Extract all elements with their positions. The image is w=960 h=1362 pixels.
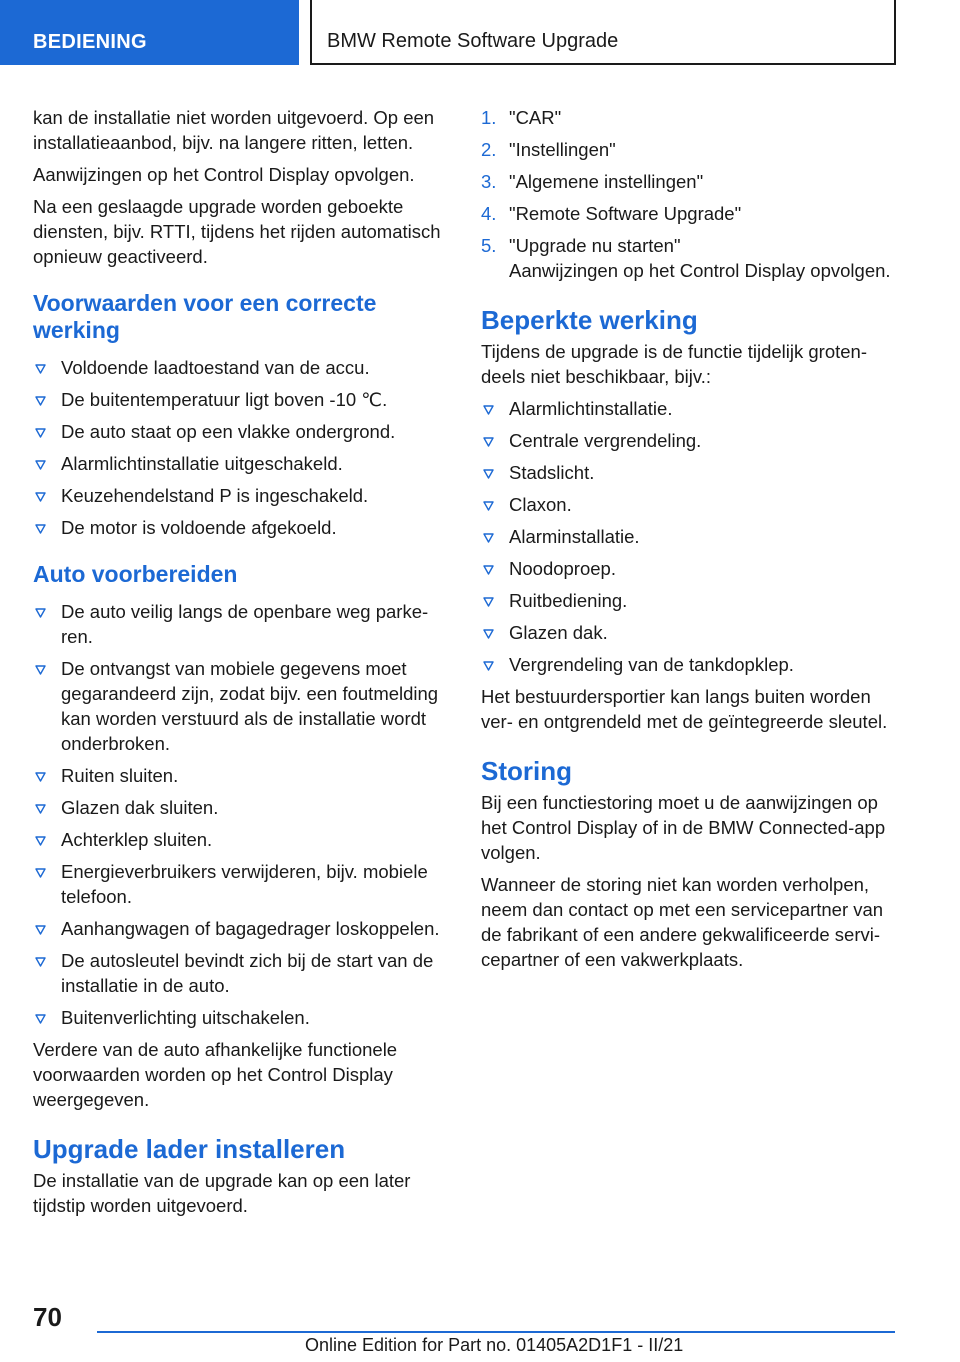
limited-heading: Beperkte werking — [481, 305, 698, 335]
requirements-heading: Voorwaarden voor een correcte werking — [33, 290, 377, 343]
requirements-list — [33, 355, 451, 540]
chapter-title: BMW Remote Software Upgrade — [327, 30, 619, 52]
triangle-bullet-icon — [35, 827, 49, 852]
list-item — [33, 763, 451, 788]
section-tab — [0, 0, 299, 65]
list-item-text: De buitentemperatuur ligt boven -10 ℃. — [61, 389, 388, 410]
step-item — [481, 233, 901, 258]
triangle-bullet-icon — [35, 795, 49, 820]
list-item-text: Alarmlichtinstallatie uitgeschakeld. — [61, 453, 343, 474]
step-text: "CAR" — [509, 107, 562, 128]
steps-list — [481, 105, 901, 283]
triangle-bullet-icon — [35, 387, 49, 412]
list-item — [33, 451, 451, 476]
limited-intro: Tijdens de upgrade is de functie tijdelijk grotendeels niet beschikbaar, bijv.: — [481, 341, 867, 387]
list-item-text: Ruiten sluiten. — [61, 765, 179, 786]
list-item-text: De auto staat op een vlakke ondergrond. — [61, 421, 396, 442]
triangle-bullet-icon — [483, 524, 497, 549]
triangle-bullet-icon — [483, 396, 497, 421]
intro-paragraph: Aanwijzingen op het Control Display opvolgen. — [33, 164, 415, 185]
list-item-text: Glazen dak. — [509, 622, 608, 643]
triangle-bullet-icon — [483, 492, 497, 517]
intro-paragraph: kan de installatie niet worden uitgevoerd. Op een installatieaanbod, bijv. na langere ritten, letten. — [33, 107, 435, 153]
list-item — [33, 827, 451, 852]
list-item-text: Energieverbruikers verwijderen, bijv. mobiele telefoon. — [61, 861, 428, 907]
list-item — [33, 483, 451, 508]
section-label: BEDIENING — [33, 31, 147, 53]
list-item-text: De ontvangst van mobiele gegevens moet gegarandeerd zijn, zodat bijv. een foutmelding kan worden verstuurd als de installatie wordt onderbroken. — [61, 658, 439, 754]
list-item-text: Glazen dak sluiten. — [61, 797, 219, 818]
list-item-text: De autosleutel bevindt zich bij de start van de installatie in de auto. — [61, 950, 434, 996]
step-item — [481, 105, 901, 130]
list-item — [33, 387, 451, 412]
step-text: "Instellingen" — [509, 139, 616, 160]
right-column — [481, 105, 901, 979]
list-item — [33, 795, 451, 820]
list-item — [33, 916, 451, 941]
prepare-list — [33, 599, 451, 1030]
list-item-text: Achterklep sluiten. — [61, 829, 213, 850]
install-heading: Upgrade lader installeren — [33, 1134, 346, 1164]
list-item — [33, 355, 451, 380]
list-item-text: Claxon. — [509, 494, 572, 515]
triangle-bullet-icon — [483, 620, 497, 645]
step-item — [481, 137, 901, 162]
list-item-text: Aanhangwagen of bagagedrager loskoppelen. — [61, 918, 440, 939]
triangle-bullet-icon — [35, 515, 49, 540]
triangle-bullet-icon — [35, 599, 49, 624]
list-item — [33, 1005, 451, 1030]
triangle-bullet-icon — [35, 483, 49, 508]
left-column — [33, 105, 451, 1225]
prepare-note: Verdere van de auto afhankelijke functionele voorwaarden worden op het Control Display weergegeven. — [33, 1039, 398, 1110]
list-item — [33, 859, 451, 909]
list-item — [481, 396, 901, 421]
step-text: "Remote Software Upgrade" — [509, 203, 742, 224]
prepare-heading: Auto voorbereiden — [33, 561, 238, 587]
list-item — [481, 428, 901, 453]
list-item — [33, 656, 451, 756]
triangle-bullet-icon — [35, 948, 49, 973]
triangle-bullet-icon — [35, 419, 49, 444]
step-text: "Upgrade nu starten" — [509, 235, 681, 256]
triangle-bullet-icon — [35, 859, 49, 884]
list-item-text: Vergrendeling van de tankdopklep. — [509, 654, 794, 675]
list-item-text: Keuzehendelstand P is ingeschakeld. — [61, 485, 369, 506]
list-item — [481, 524, 901, 549]
step-text: "Algemene instellingen" — [509, 171, 704, 192]
limited-note: Het bestuurdersportier kan langs buiten worden ver- en ontgrendeld met de geïntegreerde sleutel. — [481, 686, 888, 732]
list-item-text: Alarmlichtinstallatie. — [509, 398, 673, 419]
step-item — [481, 201, 901, 226]
triangle-bullet-icon — [483, 588, 497, 613]
list-item — [481, 460, 901, 485]
footer-divider — [97, 1331, 895, 1333]
step-item — [481, 169, 901, 194]
list-item-text: Buitenverlichting uitschakelen. — [61, 1007, 310, 1028]
triangle-bullet-icon — [483, 652, 497, 677]
intro-paragraph: Na een geslaagde upgrade worden geboekte diensten, bijv. RTTI, tijdens het rijden automatisch opnieuw geactiveerd. — [33, 196, 441, 267]
limited-list — [481, 396, 901, 677]
triangle-bullet-icon — [35, 451, 49, 476]
list-item — [481, 556, 901, 581]
step-number: 1. — [481, 107, 497, 128]
list-item-text: Noodoproep. — [509, 558, 616, 579]
triangle-bullet-icon — [35, 355, 49, 380]
list-item — [33, 948, 451, 998]
list-item-text: Voldoende laadtoestand van de accu. — [61, 357, 370, 378]
chapter-header — [310, 0, 896, 65]
page-number: 70 — [33, 1302, 62, 1332]
list-item-text: Ruitbediening. — [509, 590, 628, 611]
fault-heading: Storing — [481, 756, 572, 786]
step-number: 4. — [481, 203, 497, 224]
fault-paragraph: Bij een functiestoring moet u de aanwijzingen op het Control Display of in de BMW Connected-app volgen. — [481, 792, 886, 863]
triangle-bullet-icon — [35, 916, 49, 941]
triangle-bullet-icon — [483, 460, 497, 485]
list-item-text: Alarminstallatie. — [509, 526, 640, 547]
list-item — [481, 620, 901, 645]
step-number: 5. — [481, 235, 497, 256]
list-item-text: De motor is voldoende afgekoeld. — [61, 517, 337, 538]
triangle-bullet-icon — [483, 556, 497, 581]
list-item-text: De auto veilig langs de openbare weg parkeren. — [61, 601, 429, 647]
fault-paragraph: Wanneer de storing niet kan worden verholpen, neem dan contact op met een servicepartner van de fabrikant of een andere gekwalificeerde servicepartner of een vakwerkplaats. — [481, 874, 884, 970]
list-item — [481, 588, 901, 613]
step-note: Aanwijzingen op het Control Display opvolgen. — [509, 260, 891, 281]
install-text: De installatie van de upgrade kan op een later tijdstip worden uitgevoerd. — [33, 1170, 411, 1216]
triangle-bullet-icon — [35, 1005, 49, 1030]
triangle-bullet-icon — [483, 428, 497, 453]
step-number: 3. — [481, 171, 497, 192]
step-number: 2. — [481, 139, 497, 160]
edition-note: Online Edition for Part no. 01405A2D1F1 - II/21 — [305, 1335, 684, 1355]
list-item-text: Stadslicht. — [509, 462, 595, 483]
list-item-text: Centrale vergrendeling. — [509, 430, 702, 451]
list-item — [33, 599, 451, 649]
triangle-bullet-icon — [35, 763, 49, 788]
list-item — [481, 492, 901, 517]
list-item — [33, 419, 451, 444]
triangle-bullet-icon — [35, 656, 49, 681]
list-item — [33, 515, 451, 540]
list-item — [481, 652, 901, 677]
